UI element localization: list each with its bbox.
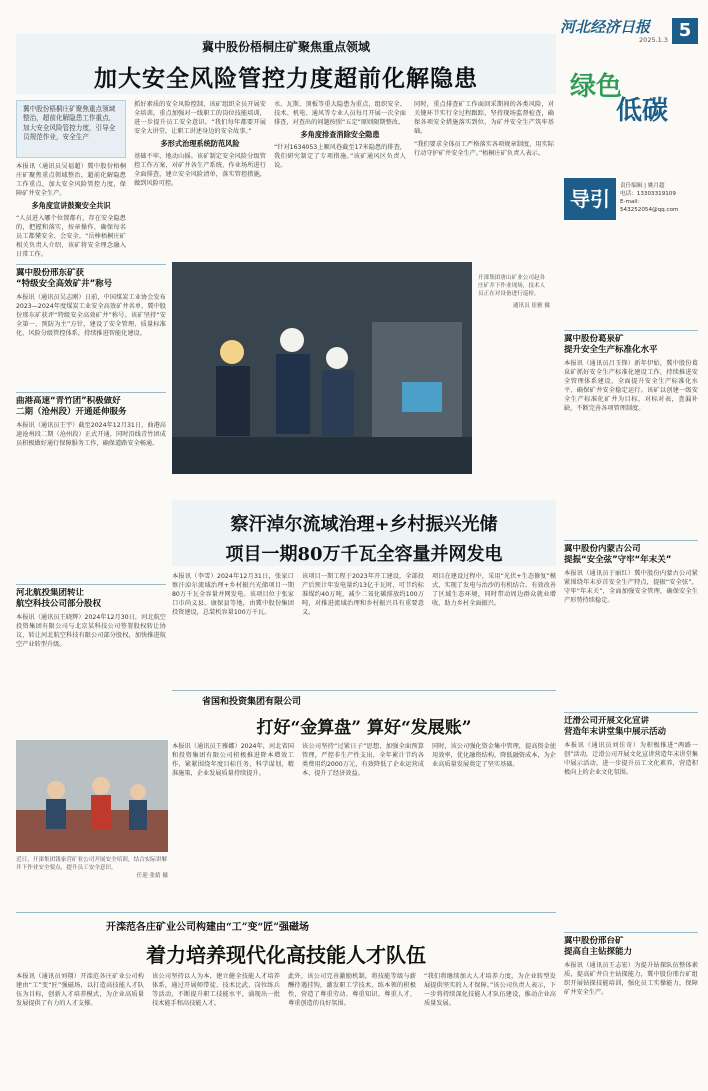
article2-col2: [302, 572, 424, 684]
left-story-1-title: 冀中股份邢东矿获 “特级安全高效矿井”称号: [16, 268, 113, 289]
divider: [564, 330, 698, 331]
article3-col3: [432, 742, 556, 850]
article3-col1-text: 本报讯（通讯员王雅娜）2024年，河北省国和投资集团有限公司积极推进降本增效工作，紧紧围绕年度目标任务，科学谋划，精准施策，企业发展质量持续提升。: [172, 743, 294, 777]
article4-col1: [16, 972, 144, 1086]
article2-col3-text: 项目在建设过程中，采用“光伏+生态修复”模式，实现了发电与治沙的有机结合，有效改善了区域生态环境，同时带动周边群众就业增收，助力乡村全面振兴。: [432, 573, 556, 607]
divider: [172, 690, 556, 691]
article1-col3-text: 水、瓦斯、顶板等重大隐患为重点，组织安全、技术、机电、通风等专业人员每月开展一次全面排查，对查出的问题按照“五定”原则限期整改。: [274, 101, 406, 126]
section-banner: [564, 60, 698, 260]
left-photo-caption: 近日，开滦集团钱家营矿业公司开展安全培训，结合实际讲解井下作业安全要点，提升员工安全意识。: [16, 857, 168, 871]
article2-header: [172, 500, 556, 566]
article1-headline: 加大安全风险管控力度超前化解隐患: [94, 65, 478, 92]
main-photo-credit: 通讯员 崔雅 摄: [512, 303, 550, 309]
left-story-1: [16, 268, 166, 388]
left-story-3-body: 本报讯（通讯员王晓辉）2024年12月30日，河北航空投资集团有限公司与北京某科技公司签署股权转让协议，转让河北航空科技有限公司部分股权，加快推进航空产业转型升级。: [16, 614, 166, 648]
article1-col2b-text: 基础不牢，地动山摇。该矿制定安全风险分级管控工作方案，对矿井各生产系统、作业场所进行全面排查，建立安全风险清单，落实管控措施，做到风险可控。: [134, 153, 266, 187]
right-story-1-title: 冀中股份葛泉矿 提升安全生产标准化水平: [564, 334, 658, 355]
article2-headline-line1: 察汗淖尔流域治理+乡村振兴光储: [230, 514, 498, 535]
right-story-4-title: 冀中股份邢台矿 提高自主钻探能力: [564, 936, 633, 957]
article1-header: [16, 34, 556, 94]
issue-date: 2025.1.3: [639, 36, 668, 44]
right-story-3: [564, 716, 698, 896]
article1-subhead-2: 多形式治理系统防范风险: [160, 139, 240, 148]
main-photo-caption: 开滦集团唐山矿业公司赵各庄矿井下作业现场，技术人员正在对设备进行巡检。: [478, 275, 546, 297]
right-story-3-title: 迁滑公司开展文化宣讲 营造年末讲堂集中展示活动: [564, 716, 667, 737]
article3-col2-text: 该公司坚持“过紧日子”思想，加强全面预算管理，严控非生产性支出，全年累计节约各类费用约2000万元，有效降低了企业运营成本，提升了经济效益。: [302, 743, 424, 777]
article1-lead: 冀中股份梧桐庄矿聚焦重点领域整治，超前化解隐患工作重点，加大安全风险管控力度，引导全员规范作业，安全生产: [23, 105, 116, 142]
article2-col2-text: 该项目一期工程于2023年开工建设，全部投产后预计年发电量约13亿千瓦时，可节约标准煤约40万吨，减少二氧化碳排放约100万吨，对推进流域治理和乡村振兴具有重要意义。: [302, 573, 424, 616]
article2-col1-text: 本报讯（李雪）2024年12月31日，张家口察汗淖尔流域治理+乡村振兴光储项目一期80万千瓦全容量并网发电。该项目位于张家口市尚义县、康保县等地，由冀中股份集团投资建设，总装机容量100万千瓦。: [172, 573, 294, 616]
article3-col1: [172, 742, 294, 850]
divider: [16, 912, 556, 913]
article4-kicker: 开滦范各庄矿业公司构建由“工”变“匠”强磁场: [106, 922, 310, 933]
article1-col3: [274, 100, 406, 260]
right-story-4: [564, 936, 698, 1086]
article1-col2-text: 抓好素质的安全风险控制，该矿组织全员开展安全培训。重点加强对一线职工的岗位技能培训，进一步提升员工安全意识。“我们每年都要开展安全大讲堂，让职工讲述身边的安全故事。”: [134, 101, 266, 135]
divider: [564, 712, 698, 713]
divider: [564, 540, 698, 541]
section-lead: 导引: [564, 178, 616, 220]
article1-col1b-text: “人员进入哪个位置都有，存在安全隐患的，把握和落实，按章操作，确保每名员工都懂安全、会安全。“岳棒梧桐庄矿相关负责人介绍，该矿将安全理念融入日常工作。: [16, 215, 126, 258]
right-story-2: [564, 544, 698, 704]
article2-col1: [172, 572, 294, 684]
article1-lead-box: [16, 100, 126, 158]
right-story-3-body: 本报讯（通讯员刘佳奇）为积极推进“两路一创”活动，迁滑公司开展文化宣讲营造年末讲堂集中展示活动，进一步提升员工文化素养，营造积极向上的企业文化氛围。: [564, 742, 698, 776]
right-story-1: [564, 334, 698, 534]
right-story-4-body: 本报讯（通讯员王志宏）为提升钻探队伍整体素质，提高矿井自主钻探能力，冀中股份邢台矿组织开展钻探技能培训，强化员工实操能力，保障矿井安全生产。: [564, 962, 698, 996]
masthead-paper-name: [560, 18, 668, 44]
article1-col1: [16, 162, 126, 262]
left-story-2: [16, 396, 166, 546]
article3-col2: [302, 742, 424, 850]
article1-subhead-1: 多角度宣讲鼓聚安全共识: [31, 201, 111, 210]
article2-col3: [432, 572, 556, 684]
main-photo-caption-box: [474, 270, 554, 410]
divider: [16, 264, 166, 265]
article4-col3: [288, 972, 416, 1086]
left-photo-training: [16, 740, 168, 852]
right-story-1-body: 本报讯（通讯员吕玉锋）新年伊始，冀中股份葛泉矿抓好安全生产标准化建设工作，持续推进安全管理体系建设，全面提升安全生产标准化水平，确保矿井安全稳定运行。该矿以创建一级安全生产标准化矿井为目标，对标对表，查漏补缺，不断完善各项管理制度。: [564, 360, 698, 412]
article4-header: [16, 918, 556, 968]
article3-col3-text: 同时，该公司强化资金集中管理，提高资金使用效率，优化融资结构，降低融资成本，为企业高质量发展奠定了坚实基础。: [432, 743, 556, 768]
divider: [564, 932, 698, 933]
article1-subhead-3: 多角度排查消除安全隐患: [300, 130, 380, 139]
page-number: 5: [672, 18, 698, 44]
left-story-1-body: 本报讯（通讯员吴志刚）日前，中国煤炭工业协会发布2023—2024年度煤炭工业安全高效矿井名单，冀中股份邢东矿获评“特级安全高效矿井”称号。该矿坚持“安全第一、预防为主”方针，建设了安全管理、质量标准化、风险分级管控体系，持续推进智能化建设。: [16, 294, 166, 337]
article3-header: [172, 694, 556, 738]
editor-line: 责任编辑 | 姚月超: [620, 183, 665, 189]
divider: [16, 392, 166, 393]
left-story-3: [16, 588, 166, 708]
section-green: 绿色: [570, 72, 623, 102]
article1-kicker: 冀中股份梧桐庄矿聚焦重点领域: [201, 40, 370, 54]
paper-name: 河北经济日报: [560, 18, 651, 36]
divider: [16, 584, 166, 585]
left-story-3-title: 河北航投集团转让 航空科技公司部分股权: [16, 588, 102, 609]
article1-col1-text: 本报讯（通讯员吴福超）冀中股份梧桐庄矿聚焦重点领域整治，超前化解隐患工作重点，加大安全风险管控力度，保障矿井安全生产。: [16, 163, 126, 197]
editor-block: [620, 182, 698, 214]
article3-kicker: 省国和投资集团有限公司: [202, 697, 302, 707]
article1-col3b-text: “针对1634053上顺风巷截至17米隐患的排查，我们研究制定了专项措施。”该矿通风区负责人说。: [274, 144, 406, 169]
article1-col4b-text: “我们要求全体员工严格落实各项规章制度，用实际行动守护矿井安全生产。”梧桐庄矿负责人表示。: [414, 141, 554, 157]
editor-phone: 电话：13303319109: [620, 191, 676, 197]
article2-headline-line2: 项目一期80万千瓦全容量并网发电: [225, 544, 503, 565]
left-story-2-title: 曲港高速“青竹团”积极做好 二期（沧州段）开通延伸服务: [16, 396, 127, 417]
article3-headline: 打好“金算盘” 算好“发展账”: [256, 718, 472, 738]
article4-col4: [424, 972, 556, 1086]
article1-col4-text: 同时，重点排查矿工作面回采期间的各类风险，对关键环节实行全过程跟踪，坚持现场监督检查，确保各项安全措施落实到位，为矿井安全生产筑牢基础。: [414, 101, 554, 135]
article4-col2: [152, 972, 280, 1086]
left-photo-credit: 任迎 张婧 摄: [136, 873, 168, 879]
main-photo-miners: [172, 262, 472, 474]
article4-headline: 着力培养现代化高技能人才队伍: [146, 943, 426, 967]
right-story-2-body: 本报讯（通讯员于丽红）冀中股份内蒙古公司紧紧围绕年末岁首安全生产特点，提振“安全弦”，守牢“年末关”，全面加强安全管理，确保安全生产形势持续稳定。: [564, 570, 698, 604]
left-story-2-body: 本报讯（通讯员王宇）截至2024年12月31日，曲港高速沧州段二期（沧州段）正式开通，同时沿线青竹团成员积极做好通行保障服务工作，确保道路安全畅通。: [16, 422, 166, 447]
editor-email: E-mail：543252054@qq.com: [620, 199, 679, 213]
article4-col2-text: 该公司坚持以人为本，建立健全技能人才培养体系，通过开展师带徒、技术比武、岗位练兵等活动，不断提升职工技能水平，涌现出一批技术能手和高技能人才。: [152, 973, 280, 1007]
left-photo-caption-box: [16, 856, 168, 908]
article4-col4-text: “我们将继续加大人才培养力度，为企业转型发展提供坚实的人才保障。”该公司负责人表示，下一步将持续深化技能人才队伍建设，推动企业高质量发展。: [424, 973, 556, 1007]
section-low: 低碳: [616, 96, 669, 126]
training-illustration: [16, 740, 168, 852]
miners-illustration: [172, 262, 472, 474]
article4-col3-text: 此外，该公司完善激励机制，将技能等级与薪酬待遇挂钩，激发职工学技术、练本领的积极性，营造了尊重劳动、尊重知识、尊重人才、尊重创造的良好氛围。: [288, 973, 416, 1007]
article4-col1-text: 本报讯（通讯员刘翔）开滦范各庄矿业公司构建由“工”变“匠”强磁场，以打造高技能人才队伍为目标，创新人才培养模式，为企业高质量发展提供了有力的人才支撑。: [16, 973, 144, 1007]
right-story-2-title: 冀中股份内蒙古公司 提振“安全弦”守牢“年末关”: [564, 544, 672, 565]
article1-col2: [134, 100, 266, 260]
article1-col4: [414, 100, 554, 260]
